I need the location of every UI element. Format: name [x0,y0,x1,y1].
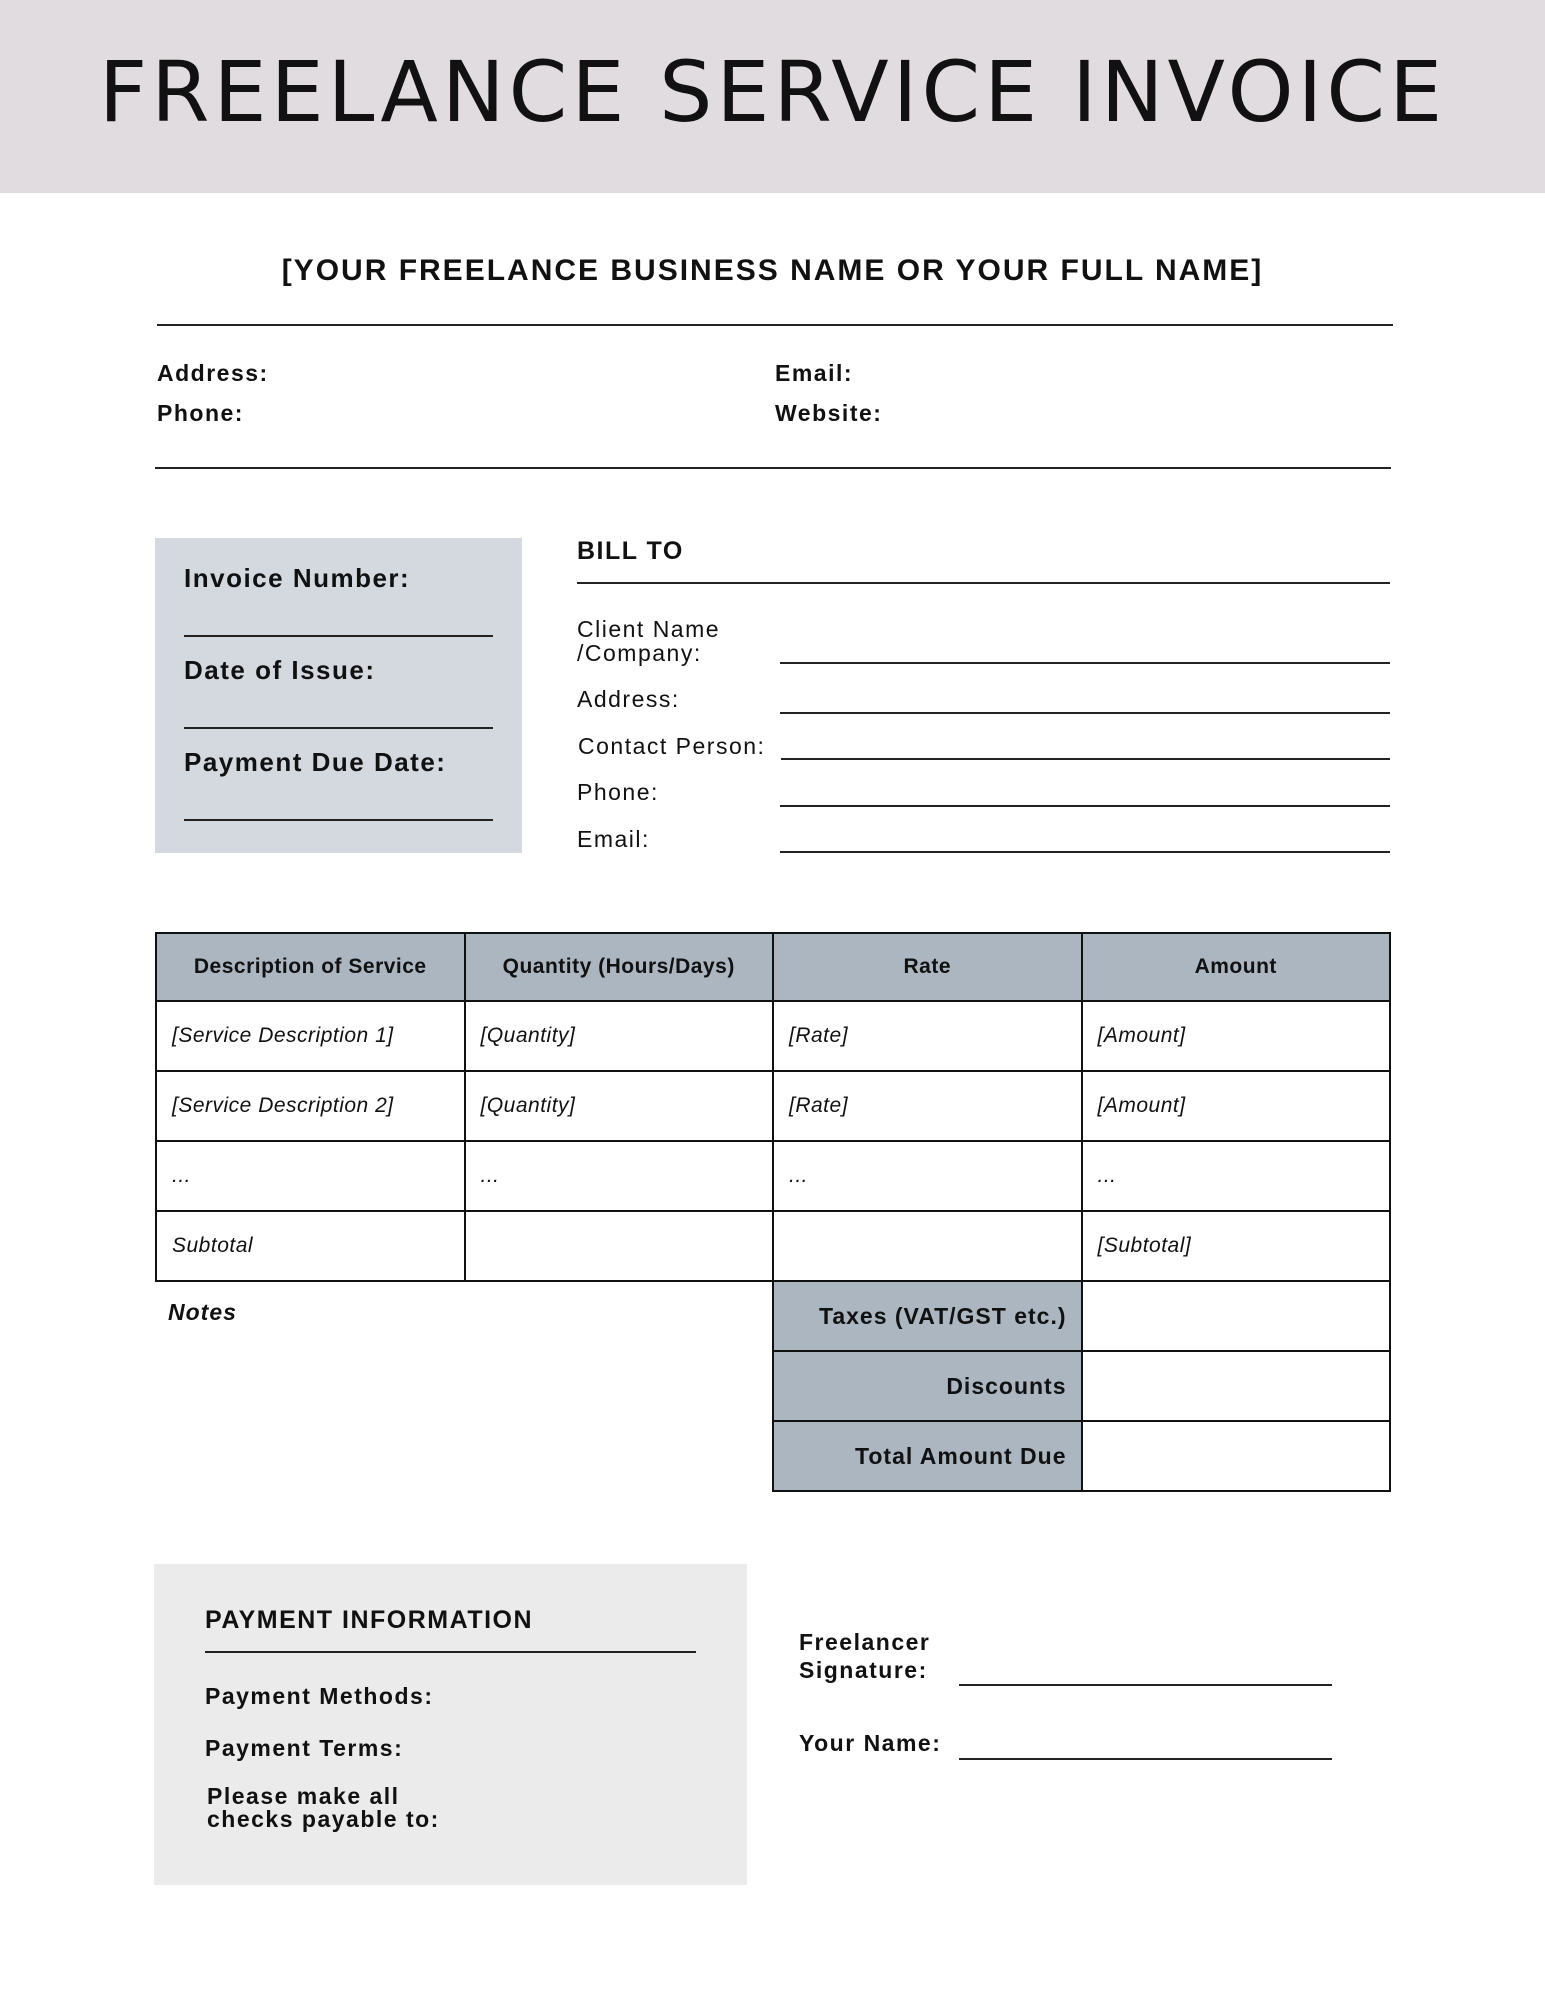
payment-due-date-label: Payment Due Date: [184,747,447,777]
table-header-row [156,933,1390,1001]
table-cell[interactable]: [Amount] [1082,1001,1391,1071]
payment-terms-label: Payment Terms: [205,1735,404,1761]
table-cell[interactable]: ... [773,1141,1082,1211]
table-row [156,1001,1390,1071]
client-name-label: Client Name /Company: [577,616,721,666]
total-amount-due-value[interactable] [1082,1421,1391,1491]
header-quantity: Quantity (Hours/Days) [465,933,774,1001]
contact-person-field[interactable] [781,758,1390,760]
total-row [773,1421,1390,1491]
table-row [156,1141,1390,1211]
taxes-value[interactable] [1082,1281,1391,1351]
bill-to-divider [577,582,1390,584]
client-email-label: Email: [577,826,650,852]
divider-contact [155,467,1391,469]
email-label: Email: [775,360,854,386]
invoice-number-field[interactable] [184,635,493,637]
client-phone-field[interactable] [780,805,1390,807]
your-name-label: Your Name: [799,1730,942,1756]
table-cell[interactable]: [Service Description 2] [156,1071,465,1141]
table-row [156,1071,1390,1141]
bill-to-heading: BILL TO [577,537,684,565]
date-of-issue-label: Date of Issue: [184,655,376,685]
payment-methods-label: Payment Methods: [205,1683,434,1709]
payment-info-divider [205,1651,696,1653]
taxes-row [773,1281,1390,1351]
taxes-label: Taxes (VAT/GST etc.) [773,1281,1082,1351]
address-label: Address: [157,360,269,386]
payment-info-box [154,1564,747,1885]
table-cell[interactable]: [Rate] [773,1071,1082,1141]
client-phone-label: Phone: [577,779,659,805]
table-cell[interactable]: [Quantity] [465,1071,774,1141]
payment-info-heading: PAYMENT INFORMATION [205,1606,534,1634]
header-amount: Amount [1082,933,1391,1001]
invoice-info-box [155,538,522,853]
checks-payable-label: Please make all checks payable to: [207,1783,440,1832]
subtotal-value[interactable]: [Subtotal] [1082,1211,1391,1281]
notes-label: Notes [168,1299,237,1325]
business-name: [YOUR FREELANCE BUSINESS NAME OR YOUR FULL NAME] [281,254,1264,287]
client-address-field[interactable] [780,712,1390,714]
table-cell[interactable]: ... [156,1141,465,1211]
table-cell[interactable]: ... [465,1141,774,1211]
page-title: FREELANCE SERVICE INVOICE [98,43,1447,141]
table-cell[interactable]: [Service Description 1] [156,1001,465,1071]
divider-top [157,324,1393,326]
discounts-value[interactable] [1082,1351,1391,1421]
table-cell[interactable]: ... [1082,1141,1391,1211]
date-of-issue-field[interactable] [184,727,493,729]
services-table [155,932,1391,1282]
payment-due-date-field[interactable] [184,819,493,821]
signature-field[interactable] [959,1684,1332,1686]
freelancer-signature-label: Freelancer Signature: [799,1629,931,1683]
table-cell[interactable]: [Quantity] [465,1001,774,1071]
table-cell[interactable]: [Rate] [773,1001,1082,1071]
phone-label: Phone: [157,400,244,426]
header-description: Description of Service [156,933,465,1001]
client-address-label: Address: [577,686,680,712]
contact-person-label: Contact Person: [578,733,766,759]
subtotal-row [156,1211,1390,1281]
client-name-field[interactable] [780,662,1390,664]
header-rate: Rate [773,933,1082,1001]
total-amount-due-label: Total Amount Due [773,1421,1082,1491]
invoice-number-label: Invoice Number: [184,563,411,593]
website-label: Website: [775,400,883,426]
table-cell [773,1211,1082,1281]
client-email-field[interactable] [780,851,1390,853]
totals-table [772,1280,1391,1492]
table-cell[interactable]: [Amount] [1082,1071,1391,1141]
discounts-row [773,1351,1390,1421]
table-cell [465,1211,774,1281]
your-name-field[interactable] [959,1758,1332,1760]
discounts-label: Discounts [773,1351,1082,1421]
subtotal-label: Subtotal [156,1211,465,1281]
